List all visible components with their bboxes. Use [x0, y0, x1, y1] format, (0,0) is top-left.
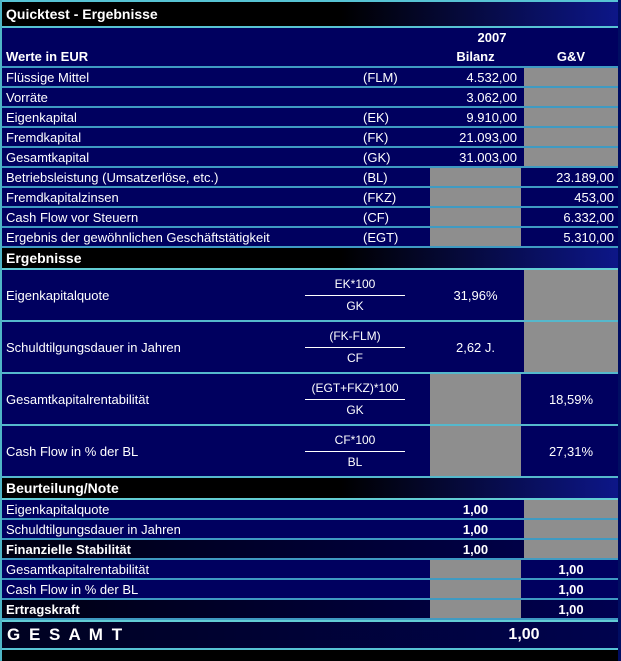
- row-label: Eigenkapitalquote: [6, 501, 110, 517]
- formula-fraction: [280, 270, 430, 320]
- bilanz-result-cell: 31,96%: [453, 287, 498, 303]
- row-label: Betriebsleistung (Umsatzerlöse, etc.): [6, 169, 219, 185]
- fraction-bar: [305, 451, 405, 452]
- gv-result-cell: 18,59%: [548, 391, 594, 407]
- bottom-filler: [2, 650, 618, 661]
- formula-numerator: EK*100: [334, 277, 376, 292]
- disabled-cell: [524, 500, 618, 518]
- disabled-cell: [524, 108, 618, 126]
- row-label: Gesamtkapitalrentabilität: [6, 391, 150, 407]
- total-value: 1,00: [508, 626, 540, 643]
- bilanz-rating-cell: 1,00: [462, 501, 489, 517]
- row-label: Cash Flow vor Steuern: [6, 209, 139, 225]
- rating-row: [2, 500, 618, 520]
- row-label: Vorräte: [6, 89, 48, 105]
- table-row: [2, 168, 618, 188]
- row-label: Gesamtkapitalrentabilität: [6, 561, 150, 577]
- table-row: [2, 208, 618, 228]
- fraction-bar: [305, 295, 405, 296]
- row-label: Finanzielle Stabilität: [6, 541, 131, 557]
- rating-summary-row: [2, 600, 618, 620]
- formula-fraction: [280, 322, 430, 372]
- row-label: Gesamtkapital: [6, 149, 90, 165]
- row-code: (GK): [363, 149, 391, 165]
- ratio-row: [2, 270, 618, 322]
- column-header: [2, 28, 618, 68]
- table-row: [2, 148, 618, 168]
- ratio-row: [2, 426, 618, 478]
- bilanz-rating-cell: 1,00: [462, 521, 489, 537]
- bilanz-value-cell[interactable]: 21.093,00: [459, 129, 517, 145]
- bilanz-result-cell: 2,62 J.: [455, 339, 496, 355]
- total-label: G E S A M T: [7, 625, 125, 644]
- row-label: Cash Flow in % der BL: [6, 443, 139, 459]
- formula-numerator: CF*100: [334, 433, 376, 448]
- row-code: (EGT): [363, 229, 399, 245]
- gv-value-cell[interactable]: 5.310,00: [563, 229, 614, 245]
- disabled-cell: [430, 580, 521, 598]
- formula-denominator: CF: [347, 350, 363, 365]
- disabled-cell: [524, 148, 618, 166]
- row-label: Eigenkapitalquote: [6, 287, 110, 303]
- disabled-cell: [430, 600, 521, 618]
- table-row: [2, 188, 618, 208]
- formula-denominator: BL: [347, 454, 363, 469]
- table-row: [2, 128, 618, 148]
- bilanz-rating-cell: 1,00: [462, 541, 489, 557]
- row-code: [363, 88, 430, 106]
- ratio-row: [2, 322, 618, 374]
- section-title: Beurteilung/Note: [6, 480, 119, 496]
- row-code: (CF): [363, 209, 389, 225]
- fraction-bar: [305, 347, 405, 348]
- disabled-cell: [430, 374, 521, 424]
- year-header: 2007: [477, 30, 507, 45]
- table-row: [2, 88, 618, 108]
- total-row: [2, 620, 618, 650]
- column-header-bilanz: Bilanz: [456, 49, 495, 64]
- formula-denominator: GK: [346, 298, 364, 313]
- bilanz-value-cell[interactable]: 31.003,00: [459, 149, 517, 165]
- row-code: (BL): [363, 169, 388, 185]
- disabled-cell: [430, 426, 521, 476]
- disabled-cell: [524, 322, 618, 372]
- row-code: (FLM): [363, 69, 398, 85]
- formula-fraction: [280, 426, 430, 476]
- disabled-cell: [430, 560, 521, 578]
- ratio-row: [2, 374, 618, 426]
- page-title: Quicktest - Ergebnisse: [6, 6, 158, 22]
- row-code: (FK): [363, 129, 389, 145]
- row-label: Flüssige Mittel: [6, 69, 90, 85]
- rating-summary-row: [2, 540, 618, 560]
- rating-row: [2, 520, 618, 540]
- disabled-cell: [430, 168, 521, 186]
- section-title: Ergebnisse: [6, 250, 82, 266]
- section-header-rating: [2, 478, 618, 500]
- section-header-results: [2, 248, 618, 270]
- gv-value-cell[interactable]: 453,00: [574, 189, 614, 205]
- gv-result-cell: 27,31%: [548, 443, 594, 459]
- row-label: Fremdkapital: [6, 129, 82, 145]
- disabled-cell: [524, 540, 618, 558]
- table-row: [2, 68, 618, 88]
- formula-numerator: (EGT+FKZ)*100: [311, 381, 399, 396]
- table-row: [2, 108, 618, 128]
- formula-numerator: (FK-FLM): [329, 329, 381, 344]
- disabled-cell: [524, 88, 618, 106]
- disabled-cell: [430, 188, 521, 206]
- row-code: (FKZ): [363, 189, 397, 205]
- row-label: Schuldtilgungsdauer in Jahren: [6, 339, 181, 355]
- rating-row: [2, 580, 618, 600]
- bilanz-value-cell[interactable]: 9.910,00: [466, 109, 517, 125]
- bilanz-value-cell[interactable]: 3.062,00: [466, 89, 517, 105]
- disabled-cell: [524, 128, 618, 146]
- disabled-cell: [524, 68, 618, 86]
- formula-fraction: [280, 374, 430, 424]
- row-label: Ertragskraft: [6, 601, 80, 617]
- rating-row: [2, 560, 618, 580]
- fraction-bar: [305, 399, 405, 400]
- row-label: Schuldtilgungsdauer in Jahren: [6, 521, 181, 537]
- disabled-cell: [430, 228, 521, 246]
- gv-rating-cell: 1,00: [558, 561, 584, 577]
- gv-rating-cell: 1,00: [558, 601, 584, 617]
- row-label: Cash Flow in % der BL: [6, 581, 139, 597]
- title-bar: [2, 2, 618, 28]
- row-code: (EK): [363, 109, 389, 125]
- gv-value-cell[interactable]: 6.332,00: [563, 209, 614, 225]
- row-label: Eigenkapital: [6, 109, 77, 125]
- gv-value-cell[interactable]: 23.189,00: [556, 169, 614, 185]
- values-unit-label: Werte in EUR: [6, 49, 89, 64]
- row-label: Ergebnis der gewöhnlichen Geschäftstätigkeit: [6, 229, 270, 245]
- table-row: [2, 228, 618, 248]
- formula-denominator: GK: [346, 402, 364, 417]
- disabled-cell: [524, 270, 618, 320]
- gv-rating-cell: 1,00: [558, 581, 584, 597]
- disabled-cell: [430, 208, 521, 226]
- row-label: Fremdkapitalzinsen: [6, 189, 119, 205]
- bilanz-value-cell[interactable]: 4.532,00: [466, 69, 517, 85]
- column-header-gv: G&V: [556, 49, 586, 64]
- disabled-cell: [524, 520, 618, 538]
